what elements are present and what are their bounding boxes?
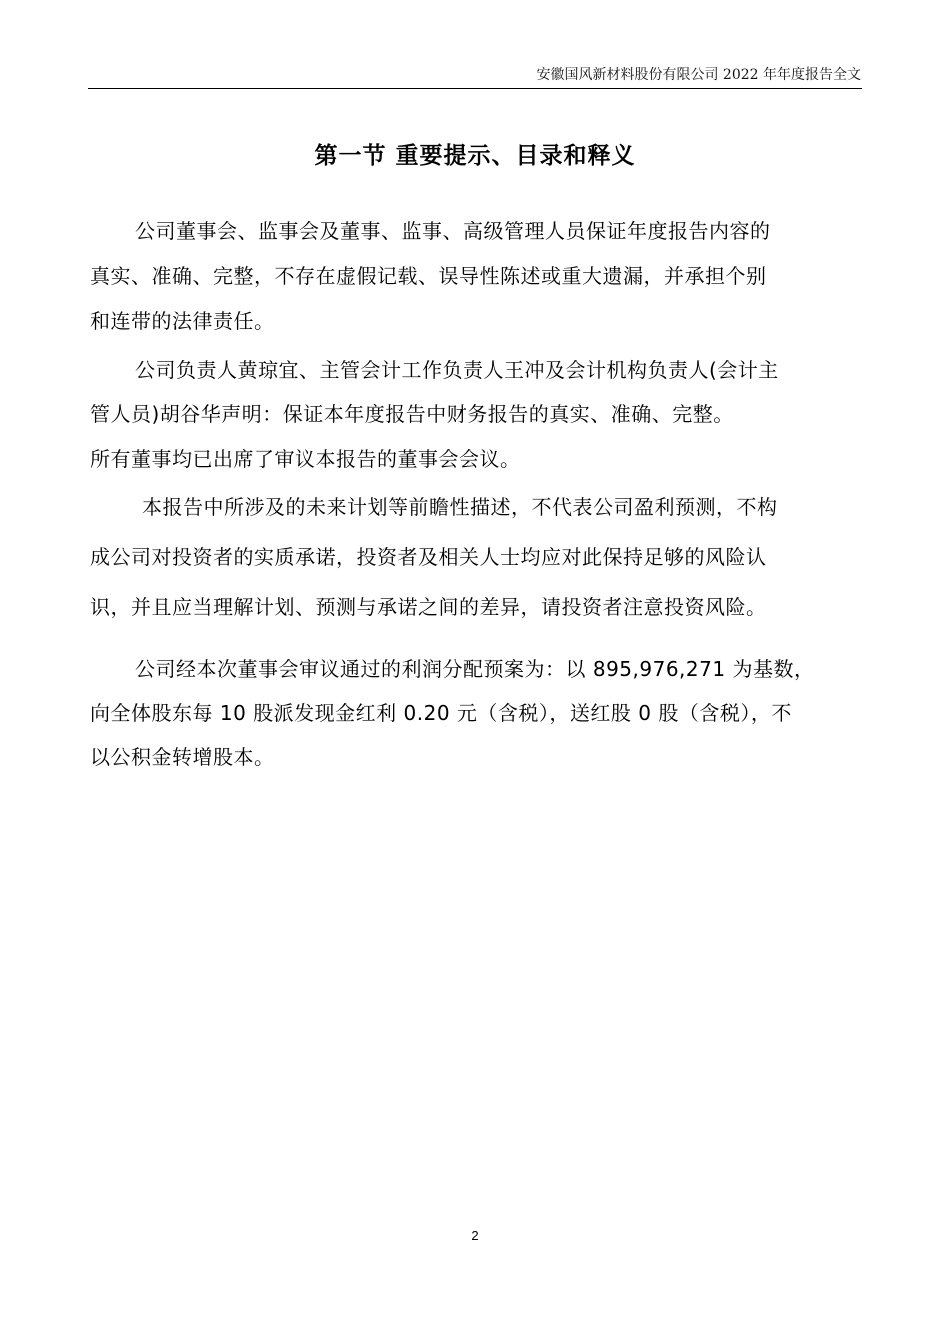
paragraph-1-line-2: 真实、准确、完整，不存在虚假记载、误导性陈述或重大遗漏，并承担个别	[90, 264, 767, 288]
paragraph-2-line-3: 所有董事均已出席了审议本报告的董事会会议。	[90, 447, 521, 471]
paragraph-3-line-2: 成公司对投资者的实质承诺，投资者及相关人士均应对此保持足够的风险认	[90, 545, 767, 569]
paragraph-3-line-3: 识，并且应当理解计划、预测与承诺之间的差异，请投资者注意投资风险。	[90, 595, 767, 619]
header-divider	[88, 88, 862, 89]
paragraph-2-line-2: 管人员)胡谷华声明：保证本年度报告中财务报告的真实、准确、完整。	[90, 402, 734, 426]
running-header: 安徽国风新材料股份有限公司 2022 年年度报告全文	[536, 67, 861, 83]
paragraph-1-line-1: 公司董事会、监事会及董事、监事、高级管理人员保证年度报告内容的	[135, 219, 771, 243]
page-number: 2	[471, 1228, 479, 1243]
section-title: 第一节 重要提示、目录和释义	[314, 143, 636, 169]
paragraph-4-line-1: 公司经本次董事会审议通过的利润分配预案为：以 895,976,271 为基数，	[135, 657, 815, 681]
paragraph-1-line-3: 和连带的法律责任。	[90, 309, 275, 333]
paragraph-2-line-1: 公司负责人黄琼宜、主管会计工作负责人王冲及会计机构负责人(会计主	[135, 358, 779, 382]
paragraph-4-line-3: 以公积金转增股本。	[90, 745, 275, 769]
paragraph-3-line-1: 本报告中所涉及的未来计划等前瞻性描述，不代表公司盈利预测，不构	[142, 495, 778, 519]
paragraph-4-line-2: 向全体股东每 10 股派发现金红利 0.20 元（含税），送红股 0 股（含税），不	[90, 701, 792, 725]
